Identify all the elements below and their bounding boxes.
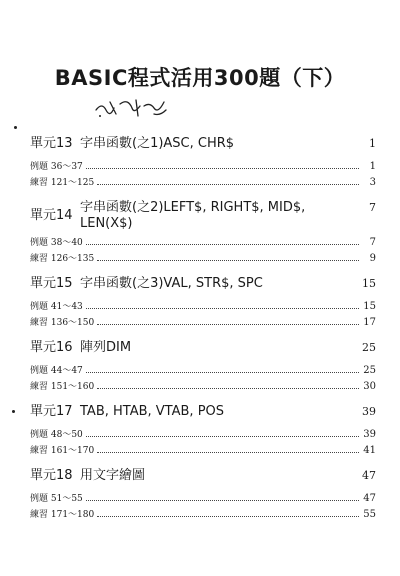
page-title: BASIC程式活用300題（下）: [54, 66, 346, 90]
entry-label: 例題 44～47: [30, 366, 83, 376]
dot-leader: [97, 176, 359, 185]
toc-entry: [30, 160, 376, 172]
dot-leader: [86, 236, 359, 245]
dot-leader: [86, 428, 359, 437]
entry-label: 練習 151～160: [30, 382, 95, 392]
unit-title: TAB, HTAB, VTAB, POS: [80, 404, 225, 419]
entry-page-number: 55: [363, 509, 376, 520]
unit-page-number: 7: [369, 201, 376, 214]
entry-page-number: 9: [369, 253, 376, 264]
unit-label: 單元18: [30, 468, 73, 483]
entry-page-number: 3: [369, 177, 376, 188]
unit-title: 字串函數(之1)ASC, CHR$: [80, 136, 235, 151]
toc-entry: [30, 492, 376, 504]
toc-entry: [30, 236, 376, 248]
unit-label: 單元15: [30, 276, 73, 291]
dot-leader: [86, 160, 359, 169]
dot-leader: [97, 508, 359, 517]
dot-leader: [97, 316, 359, 325]
entry-label: 例題 51～55: [30, 494, 83, 504]
entry-label: 例題 38～40: [30, 238, 83, 248]
toc-entry: [30, 428, 376, 440]
toc-entry: [30, 300, 376, 312]
unit-title: 字串函數(之3)VAL, STR$, SPC: [80, 276, 263, 291]
dot-leader: [97, 444, 359, 453]
unit-label: 單元17: [30, 404, 73, 419]
entry-label: 練習 161～170: [30, 446, 95, 456]
entry-label: 練習 171～180: [30, 510, 95, 520]
dot-leader: [97, 252, 359, 261]
unit-page-number: 39: [362, 405, 376, 418]
unit-label: 單元13: [30, 136, 73, 151]
toc-entry: [30, 364, 376, 376]
entry-label: 練習 126～135: [30, 254, 95, 264]
entry-label: 例題 36～37: [30, 162, 83, 172]
entry-page-number: 47: [363, 493, 376, 504]
toc-entry: [30, 380, 376, 392]
toc-entry: [30, 444, 376, 456]
unit-title: 用文字繪圖: [80, 468, 146, 483]
unit-label: 單元14: [30, 208, 73, 223]
unit-label: 單元16: [30, 340, 73, 355]
entry-page-number: 15: [363, 301, 376, 312]
toc-entry: [30, 176, 376, 188]
entry-page-number: 25: [363, 365, 376, 376]
dot-leader: [86, 492, 359, 501]
entry-page-number: 7: [369, 237, 376, 248]
dot-leader: [86, 300, 359, 309]
entry-page-number: 41: [363, 445, 376, 456]
toc-unit: [30, 340, 376, 356]
unit-title: 字串函數(之2)LEFT$, RIGHT$, MID$, LEN(X$): [80, 200, 306, 231]
dot-leader: [97, 380, 359, 389]
toc-unit: [30, 404, 376, 420]
toc-entry: [30, 316, 376, 328]
toc-unit: [30, 136, 376, 152]
unit-page-number: 25: [362, 341, 376, 354]
entry-page-number: 30: [363, 381, 376, 392]
entry-label: 例題 41～43: [30, 302, 83, 312]
unit-page-number: 15: [362, 277, 376, 290]
unit-title: 陣列DIM: [80, 340, 132, 355]
toc-unit: [30, 276, 376, 292]
entry-page-number: 39: [363, 429, 376, 440]
toc-entry: [30, 508, 376, 520]
toc-entry: [30, 252, 376, 264]
toc-unit: [30, 468, 376, 484]
entry-label: 練習 121～125: [30, 178, 95, 188]
entry-page-number: 1: [369, 161, 376, 172]
unit-page-number: 1: [369, 137, 376, 150]
unit-page-number: 47: [362, 469, 376, 482]
dot-leader: [86, 364, 359, 373]
entry-page-number: 17: [363, 317, 376, 328]
entry-label: 例題 48～50: [30, 430, 83, 440]
entry-label: 練習 136～150: [30, 318, 95, 328]
